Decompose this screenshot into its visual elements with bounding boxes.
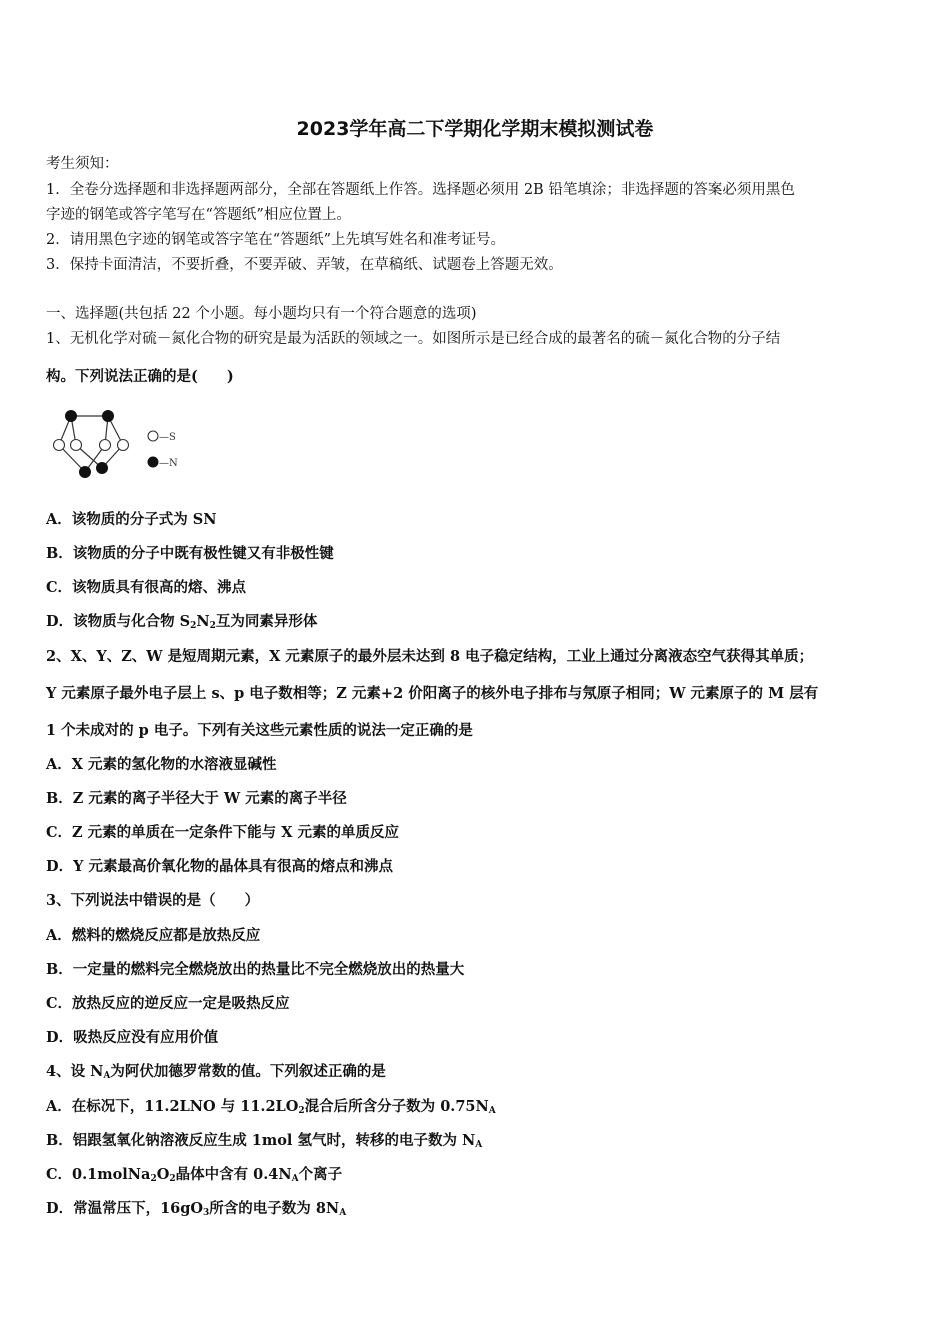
legend-s-icon [148,431,158,441]
s-atom-1 [54,440,65,451]
q4-option-a: A．在标况下，11.2LNO 与 $11.2LO_2$混合后所含分子数为 $0.75N_A$ [46,1098,496,1116]
q2-stem-3: 1 个未成对的 p 电子。下列有关这些元素性质的说法一定正确的是 [46,722,473,739]
s-atom-4 [118,440,129,451]
notice-line-1a: 1．全卷分选择题和非选择题两部分，全部在答题纸上作答。选择题必须用 2B 铅笔填涂；非选择题的答案必须用黑色 [46,182,795,198]
page-title: 2023学年高二下学期化学期末模拟测试卷 [296,118,654,140]
n-atom-3 [79,466,91,478]
section-heading: 一、选择题(共包括 22 个小题。每小题均只有一个符合题意的选项) [46,306,477,322]
n-atom-1 [65,410,77,422]
q1-option-b: B．该物质的分子中既有极性键又有非极性键 [46,545,334,562]
q2-option-b: B．Z 元素的离子半径大于 W 元素的离子半径 [46,790,347,807]
q3-option-c: C．放热反应的逆反应一定是吸热反应 [46,995,290,1012]
q1-option-a: A．该物质的分子式为 SN [46,511,217,528]
q2-stem-2: Y 元素原子最外电子层上 s、p 电子数相等；Z 元素+2 价阳离子的核外电子排布与氖原子相同；W 元素原子的 M 层有 [46,685,819,702]
q1-option-d: D．该物质与化合物 $S_2N_2$互为同素异形体 [46,613,318,631]
legend-n-label: —N [159,458,178,469]
q1-stem-1: 1、无机化学对硫－氮化合物的研究是最为活跃的领域之一。如图所示是已经合成的最著名的硫－氮化合物的分子结 [46,331,781,347]
sn-molecule-structure-icon [44,402,194,486]
q2-stem-1: 2、X、Y、Z、W 是短周期元素，X 元素原子的最外层未达到 8 电子稳定结构，工业上通过分离液态空气获得其单质； [46,648,814,665]
q2-option-a: A．X 元素的氢化物的水溶液显碱性 [46,756,277,773]
notice-line-2: 2．请用黑色字迹的钢笔或答字笔在“答题纸”上先填写姓名和准考证号。 [46,232,506,248]
q4-option-b: B．铝跟氢氧化钠溶液反应生成 1mol 氢气时，转移的电子数为 $N_A$ [46,1132,483,1150]
legend-n-icon [148,457,159,468]
notice-line-3: 3．保持卡面清洁，不要折叠，不要弄破、弄皱，在草稿纸、试题卷上答题无效。 [46,257,563,273]
s-atom-3 [100,440,111,451]
legend-s-label: —S [159,432,176,443]
q3-option-a: A．燃料的燃烧反应都是放热反应 [46,927,261,944]
q4-option-d: D．常温常压下，$16gO_3$所含的电子数为 $8N_A$ [46,1200,347,1218]
q4-option-c: C．$0.1molNa_2O_2$晶体中含有 $0.4N_A$个离子 [46,1166,343,1184]
n-atom-4 [96,462,108,474]
q3-option-b: B．一定量的燃料完全燃烧放出的热量比不完全燃烧放出的热量大 [46,961,465,978]
q2-option-d: D．Y 元素最高价氧化物的晶体具有很高的熔点和沸点 [46,858,393,875]
q1-stem-2: 构。下列说法正确的是( ) [46,368,234,385]
q1-option-c: C．该物质具有很高的熔、沸点 [46,579,247,596]
notice-heading: 考生须知： [46,156,119,172]
q3-option-d: D．吸热反应没有应用价值 [46,1029,219,1046]
n-atom-2 [102,410,114,422]
s-atom-2 [71,440,82,451]
q3-stem: 3、下列说法中错误的是（ ） [46,892,260,909]
q4-stem: 4、设 $N_A$为阿伏加德罗常数的值。下列叙述正确的是 [46,1063,386,1081]
notice-line-1b: 字迹的钢笔或答字笔写在“答题纸”相应位置上。 [46,207,351,223]
q2-option-c: C．Z 元素的单质在一定条件下能与 X 元素的单质反应 [46,824,400,841]
